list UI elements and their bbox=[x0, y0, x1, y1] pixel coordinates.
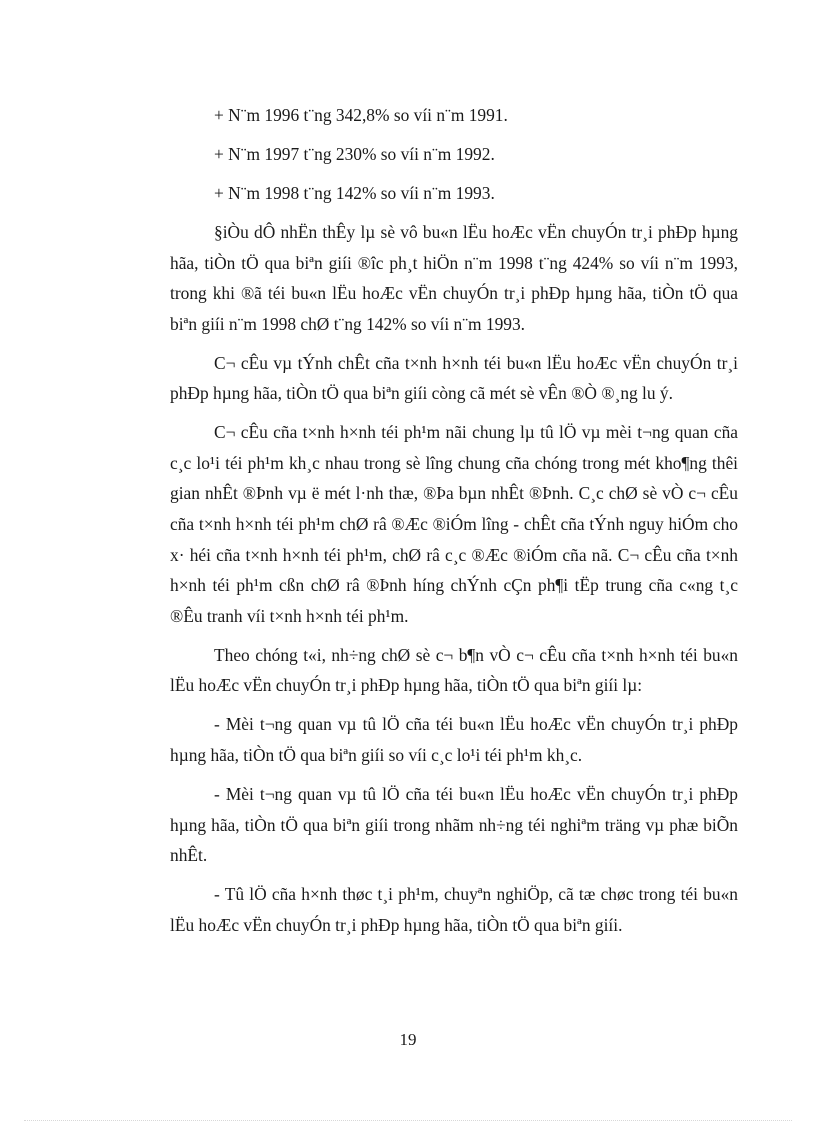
paragraph-structure-intro: C¬ cÊu vµ tÝnh chÊt cña t×nh h×nh téi bu«n lËu hoÆc vËn chuyÓn tr¸i phÐp hµng hãa, tiÒn tÖ qua biªn giíi còng cã mét sè vÊn ®Ò ®¸ng lu ý. bbox=[170, 352, 738, 404]
paragraph-1997: + N¨m 1997 t¨ng 230% so víi n¨m 1992. bbox=[214, 143, 495, 164]
paragraph-observation: §iÒu dÔ nhËn thÊy lµ sè vô bu«n lËu hoÆc vËn chuyÓn tr¸i phÐp hµng hãa, tiÒn tÖ qua biªn giíi ®îc ph¸t hiÖn n¨m 1998 t¨ng 424% so víi n¨m 1993, trong khi ®ã téi bu«n lËu hoÆc vËn chuyÓn tr¸i phÐp hµng hãa, tiÒn tÖ qua biªn giíi n¨m 1998 chØ t¨ng 142% so víi n¨m 1993. bbox=[170, 221, 738, 334]
paragraph-indicator-3: - Tû lÖ cña h×nh thøc t¸i ph¹m, chuyªn nghiÖp, cã tæ chøc trong téi bu«n lËu hoÆc vËn chuyÓn tr¸i phÐp hµng hãa, tiÒn tÖ qua biªn giíi. bbox=[170, 884, 738, 935]
paragraph-1998: + N¨m 1998 t¨ng 142% so víi n¨m 1993. bbox=[214, 182, 495, 203]
paragraph-indicators-intro: Theo chóng t«i, nh÷ng chØ sè c¬ b¶n vÒ c¬ cÊu cña t×nh h×nh téi bu«n lËu hoÆc vËn chuyÓn tr¸i phÐp hµng hãa, tiÒn tÖ qua biªn giíi lµ: bbox=[170, 644, 738, 696]
paragraph-indicator-1: - Mèi t¬ng quan vµ tû lÖ cña téi bu«n lËu hoÆc vËn chuyÓn tr¸i phÐp hµng hãa, tiÒn tÖ qua biªn giíi so víi c¸c lo¹i téi ph¹m kh¸c. bbox=[170, 714, 738, 766]
paragraph-indicator-2: - Mèi t¬ng quan vµ tû lÖ cña téi bu«n lËu hoÆc vËn chuyÓn tr¸i phÐp hµng hãa, tiÒn tÖ qua biªn giíi trong nhãm nh÷ng téi nghiªm träng vµ phæ biÕn nhÊt. bbox=[170, 784, 738, 866]
paragraph-1996: + N¨m 1996 t¨ng 342,8% so víi n¨m 1991. bbox=[214, 105, 508, 125]
body-text bbox=[170, 100, 738, 949]
paragraph-structure-definition: C¬ cÊu cña t×nh h×nh téi ph¹m nãi chung lµ tû lÖ vµ mèi t¬ng quan cña c¸c lo¹i téi ph¹m kh¸c nhau trong sè lîng chung cña chóng trong mét kho¶ng thêi gian nhÊt ®Þnh vµ ë mét l·nh thæ, ®Þa bµn nhÊt ®Þnh. C¸c chØ sè vÒ c¬ cÊu cña t×nh h×nh téi ph¹m chØ râ ®Æc ®iÓm lîng - chÊt cña tÝnh nguy hiÓm cho x· héi cña t×nh h×nh téi ph¹m, chØ râ c¸c ®Æc ®iÓm cña nã. C¬ cÊu cña t×nh h×nh téi ph¹m cßn chØ râ ®Þnh híng chÝnh cÇn ph¶i tËp trung cña c«ng t¸c ®Êu tranh víi t×nh h×nh téi ph¹m. bbox=[170, 422, 738, 626]
page-number: 19 bbox=[399, 1030, 417, 1049]
page-bottom-border bbox=[24, 1120, 792, 1121]
